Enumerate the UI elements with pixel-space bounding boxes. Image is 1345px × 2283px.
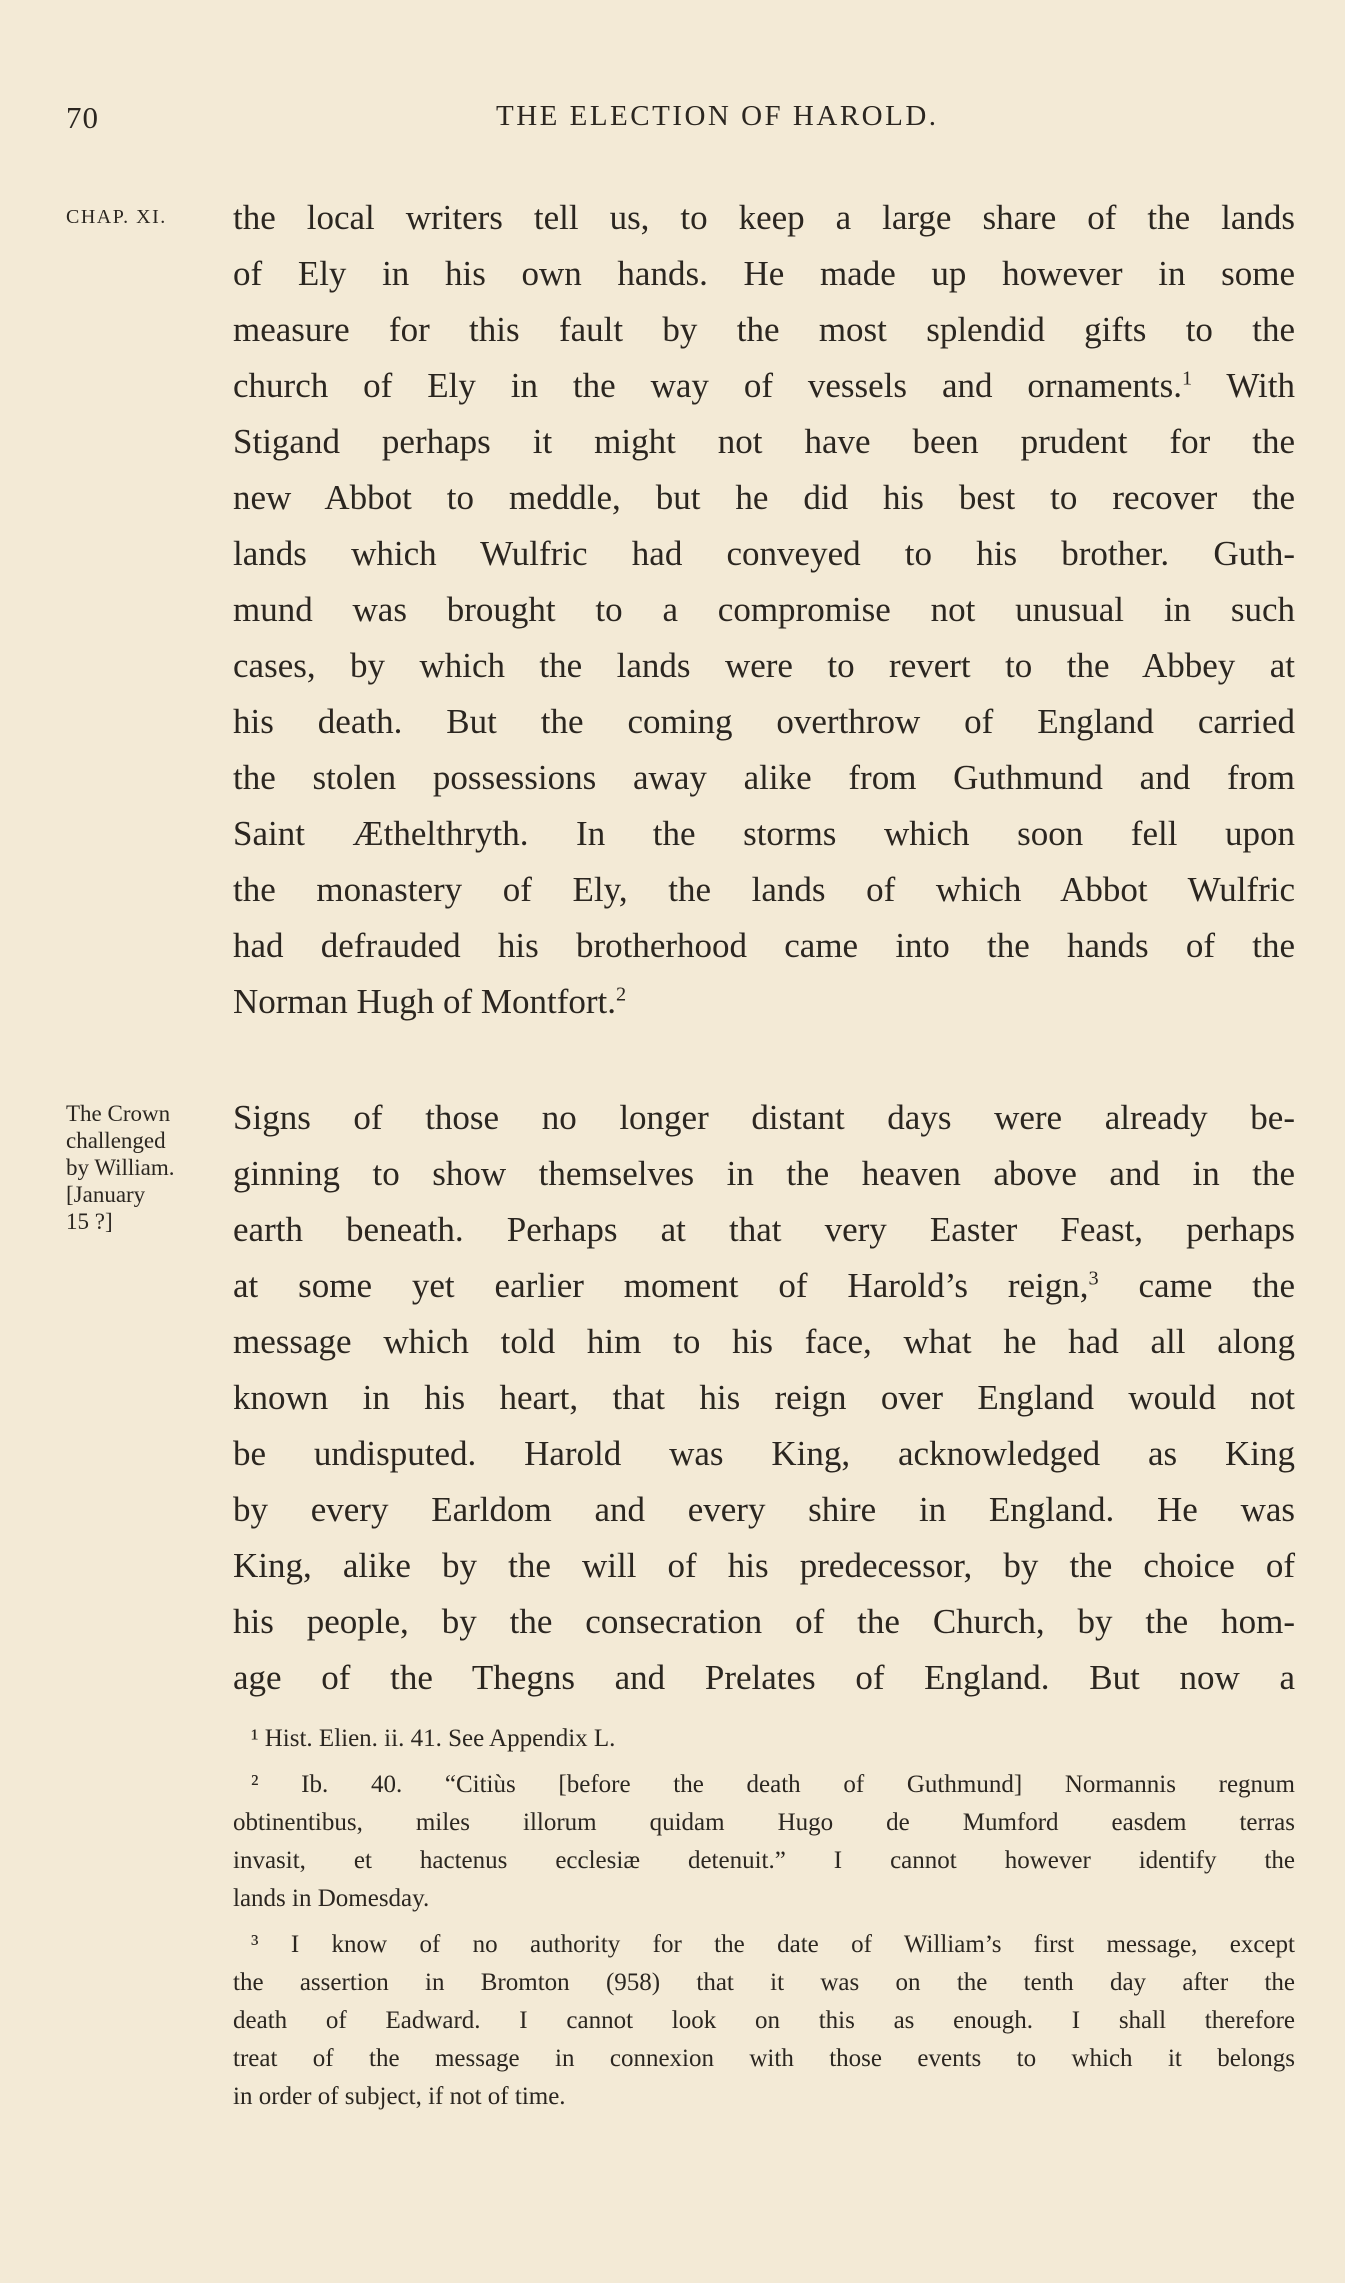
text-line: be undisputed. Harold was King, acknowledged as King — [233, 1434, 1295, 1473]
footnotes — [233, 1720, 1295, 2116]
text-line: known in his heart, that his reign over England would not — [233, 1378, 1295, 1417]
text-line: his death. But the coming overthrow of England carried — [233, 702, 1295, 741]
text-line: Signs of those no longer distant days were already be- — [233, 1098, 1295, 1137]
text-line: his people, by the consecration of the Church, by the hom- — [233, 1602, 1295, 1641]
footnote-2-line: lands in Domesday. — [233, 1885, 430, 1912]
page-number: 70 — [66, 100, 99, 135]
paragraph-1 — [233, 190, 1295, 1030]
text-line: church of Ely in the way of vessels and ornaments.$^1$ With — [233, 366, 1295, 405]
text-line: Norman Hugh of Montfort.$^2$ — [233, 982, 627, 1021]
footnote-3-line: the assertion in Bromton (958) that it was on the tenth day after the — [233, 1969, 1295, 1996]
footnote-spacer — [233, 1918, 1295, 1926]
text-line: Stigand perhaps it might not have been prudent for the — [233, 422, 1295, 461]
text-line: cases, by which the lands were to revert to the Abbey at — [233, 646, 1295, 685]
running-title: THE ELECTION OF HAROLD. — [496, 100, 939, 132]
text-line: had defrauded his brotherhood came into the hands of the — [233, 926, 1295, 965]
sidenote-line: [January — [66, 1182, 146, 1207]
text-line: at some yet earlier moment of Harold’s reign,$^3$ came the — [233, 1266, 1295, 1305]
text-line: King, alike by the will of his predecessor, by the choice of — [233, 1546, 1295, 1585]
text-line: the local writers tell us, to keep a large share of the lands — [233, 198, 1295, 237]
sidenote-line: 15 ?] — [66, 1209, 113, 1234]
text-line: measure for this fault by the most splendid gifts to the — [233, 310, 1295, 349]
text-line: by every Earldom and every shire in England. He was — [233, 1490, 1295, 1529]
footnote-3-line: treat of the message in connexion with those events to which it belongs — [233, 2045, 1295, 2072]
sidenote-line: by William. — [66, 1155, 175, 1180]
text-line: age of the Thegns and Prelates of England. But now a — [233, 1658, 1295, 1697]
footnote-3-line: death of Eadward. I cannot look on this as enough. I shall therefore — [233, 2007, 1295, 2034]
footnote-reference: 1 — [1181, 367, 1193, 390]
text-line: new Abbot to meddle, but he did his best to recover the — [233, 478, 1295, 517]
footnote-3-line: in order of subject, if not of time. — [233, 2083, 566, 2110]
text-line: of Ely in his own hands. He made up however in some — [233, 254, 1295, 293]
footnote-2-line: invasit, et hactenus ecclesiæ detenuit.” I cannot however identify the — [233, 1847, 1295, 1874]
chapter-marginal-note: CHAP. XI. — [66, 206, 167, 228]
footnote-1-line: ¹ Hist. Elien. ii. 41. See Appendix L. — [251, 1725, 616, 1752]
paragraph-2 — [233, 1090, 1295, 1706]
text-line: lands which Wulfric had conveyed to his brother. Guth- — [233, 534, 1295, 573]
text-line: the monastery of Ely, the lands of which Abbot Wulfric — [233, 870, 1295, 909]
text-line: Saint Æthelthryth. In the storms which soon fell upon — [233, 814, 1295, 853]
footnote-reference: 2 — [616, 983, 627, 1006]
sidenote-line: The Crown — [66, 1101, 171, 1126]
footnote-2-line: obtinentibus, miles illorum quidam Hugo de Mumford easdem terras — [233, 1809, 1295, 1836]
text-line: the stolen possessions away alike from Guthmund and from — [233, 758, 1295, 797]
footnote-2-line: ² Ib. 40. “Citiùs [before the death of Guthmund] Normannis regnum — [251, 1771, 1295, 1798]
text-line: ginning to show themselves in the heaven above and in the — [233, 1154, 1295, 1193]
text-line: earth beneath. Perhaps at that very Easter Feast, perhaps — [233, 1210, 1295, 1249]
running-head — [0, 100, 1345, 140]
marginal-sidenote — [66, 1100, 236, 1235]
text-line: message which told him to his face, what he had all along — [233, 1322, 1295, 1361]
sidenote-line: challenged — [66, 1128, 166, 1153]
footnote-3-line: ³ I know of no authority for the date of William’s first message, except — [251, 1931, 1295, 1958]
footnote-spacer — [233, 1758, 1295, 1766]
text-line: mund was brought to a compromise not unusual in such — [233, 590, 1295, 629]
footnote-reference: 3 — [1088, 1267, 1099, 1290]
